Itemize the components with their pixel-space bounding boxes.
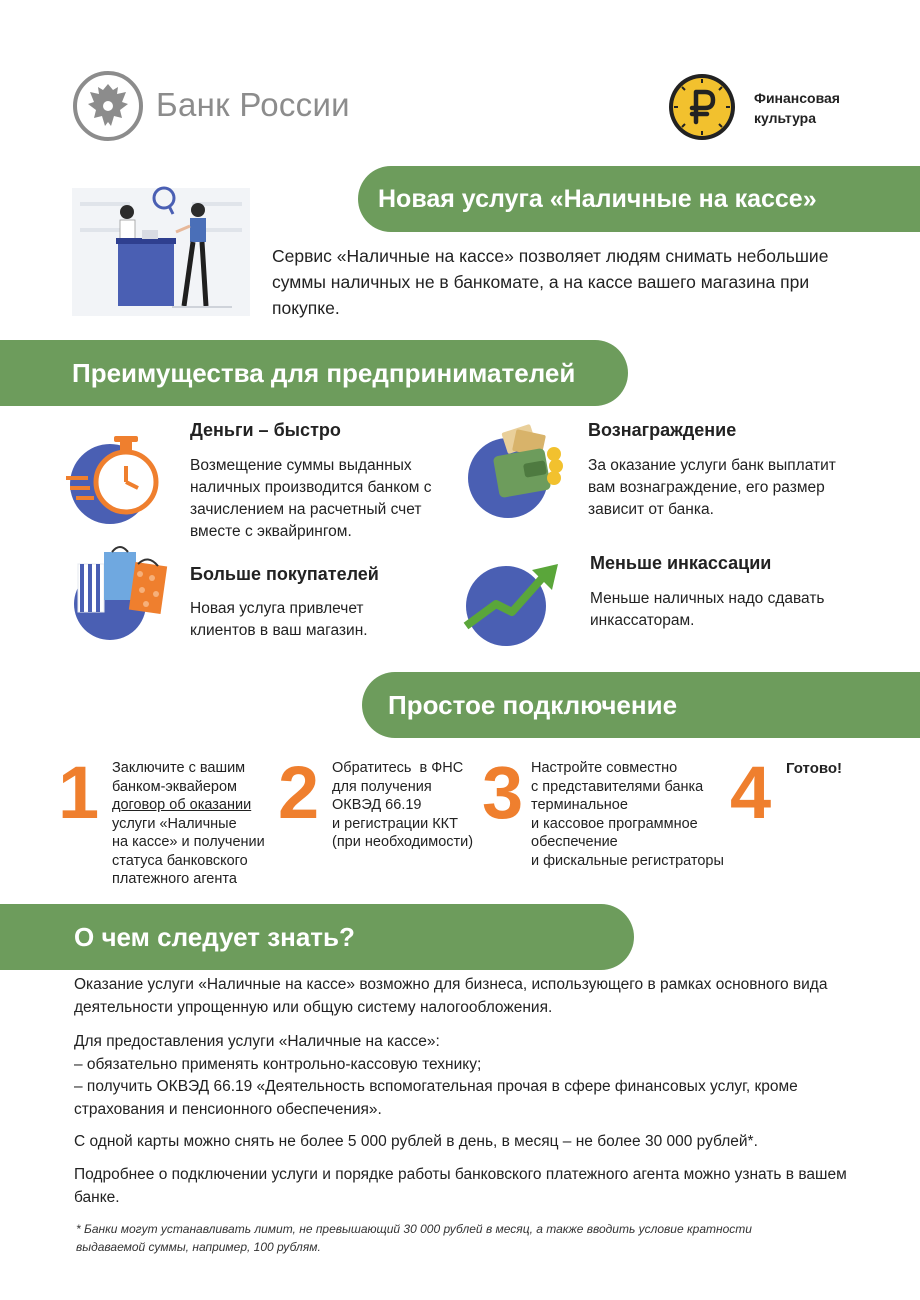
benefit-title: Меньше инкассации [590,553,772,573]
step-text: Готово! [786,760,843,777]
step-text: Настройте совместно с представителями банка терминальное и кассовое программное обеспечение и фискальные регистраторы [531,760,724,869]
benefit-title: Вознаграждение [588,420,737,440]
step-number: 2 [278,751,320,834]
info-paragraph: Подробнее о подключении услуги и порядке работы банковского платежного агента можно узнать в вашем банке. [74,1166,847,1206]
section-title-what-to-know: О чем следует знать? [0,904,634,970]
benefit-text: Возмещение суммы выданных наличных производится банком с зачислением на расчетный счет вместе с эквайрингом. [190,457,432,540]
benefit-text: Меньше наличных надо сдавать инкассаторам. [590,590,825,629]
info-paragraph: Для предоставления услуги «Наличные на кассе»: – обязательно применять контрольно-кассовую технику; – получить ОКВЭД 66.19 «Деятельность вспомогательная прочая в сфере финансовых услуг, кроме страхования и пенсионного обеспечения». [74,1033,798,1118]
ruble-coin-icon [667,72,737,142]
info-paragraph: С одной карты можно снять не более 5 000 рублей в день, в месяц – не более 30 000 рублей*. [74,1133,758,1150]
growth-arrow-icon [462,552,562,652]
step-number: 1 [58,751,100,834]
benefit-text: Новая услуга привлечет клиентов в ваш магазин. [190,600,368,639]
info-paragraph: Оказание услуги «Наличные на кассе» возможно для бизнеса, использующего в рамках основного вида деятельности упрощенную или общую систему налогообложения. [74,976,828,1016]
wallet-icon [464,422,564,522]
footnote: * Банки могут устанавливать лимит, не превышающий 30 000 рублей в месяц, а также вводить условие кратности выдаваемой суммы, например, 100 рублям. [76,1222,752,1254]
benefit-text: За оказание услуги банк выплатит вам вознаграждение, его размер зависит от банка. [588,457,836,518]
step-text: Заключите с вашим банком-эквайером договор об оказании услуги «Наличные на кассе» и получении статуса банковского платежного агента [112,760,265,887]
cashier-illustration [72,180,252,320]
section-title-new-service: Новая услуга «Наличные на кассе» [358,166,920,232]
bank-of-russia-emblem-icon [72,70,144,142]
section-title-connection: Простое подключение [362,672,920,738]
section-title-benefits: Преимущества для предпринимателей [0,340,628,406]
stopwatch-icon [64,430,164,530]
financial-culture-label: Финансовая культура [754,90,840,126]
step-number: 3 [482,751,524,834]
benefit-title: Деньги – быстро [190,420,341,440]
step-number: 4 [730,751,772,834]
benefit-title: Больше покупателей [190,564,379,584]
step-text: Обратитесь в ФНС для получения ОКВЭД 66.19 и регистрации ККТ (при необходимости) [332,760,474,850]
shopping-bags-icon [70,542,170,642]
intro-text: Сервис «Наличные на кассе» позволяет людям снимать небольшие суммы наличных не в банкомате, а на кассе вашего магазина при покупке. [272,246,829,318]
bank-name: Банк России [156,86,350,123]
